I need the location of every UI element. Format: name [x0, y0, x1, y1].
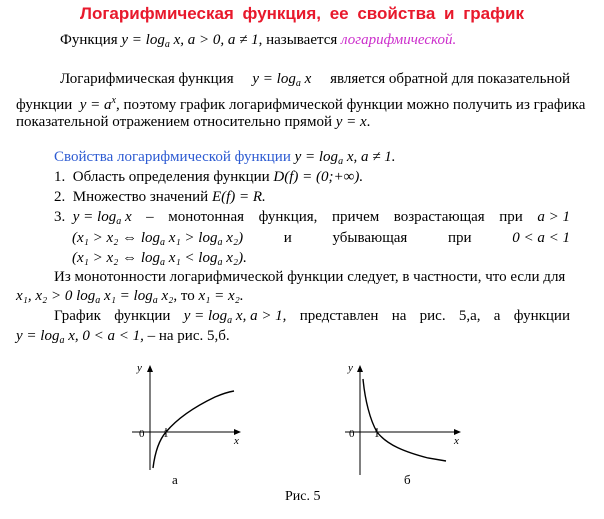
para2-line2: x₁, x₂ > 0 $\log_a x_1 = \log_a x_2$, то x₁ = x₂. — [16, 288, 244, 306]
right-one-label: 1 — [374, 428, 380, 440]
para1-line3: показательной отражением относительно прямой y = x. — [16, 114, 371, 130]
left-y-label: y — [137, 362, 142, 374]
para1-line1: Логарифмическая функция $y = \log_a x$ является обратной для показательной — [60, 71, 570, 89]
para2-line1: Из монотонности логарифмической функции следует, в частности, что если для — [54, 269, 566, 285]
left-x-label: x — [234, 435, 239, 447]
left-origin-label: 0 — [139, 428, 145, 440]
property-2: 2. Множество значений E(f) = R. — [54, 189, 266, 205]
definition-prefix: Функция — [60, 32, 118, 48]
definition-formula: $y = \log_a x$, a > 0, a ≠ 1 — [121, 32, 259, 50]
property-1: 1. Область определения функции D(f) = (0;+∞). — [54, 169, 364, 185]
figure-caption: Рис. 5 — [285, 489, 321, 504]
para3-line1: График функции $y = \log_a x$, a > 1, представлен на рис. 5,а, а функции — [54, 308, 570, 326]
property-3-line1: 3. $y = \log_a x$ – монотонная функция, причем возрастающая при a > 1 — [54, 209, 570, 227]
property-3-line2: (x₁ > x₂ ⇔ $\log_a x_1 > \log_a x_2$) и убывающая при 0 < a < 1 — [72, 230, 570, 248]
right-caption: б — [404, 472, 411, 487]
figure-graphs — [0, 350, 604, 519]
definition-line — [60, 31, 456, 54]
property-3-line3: (x₁ > x₂ ⇔ $\log_a x_1 < \log_a x_2$). — [72, 250, 247, 268]
page-title: Логарифмическая функция, ее свойства и график — [80, 4, 524, 23]
definition-middle: , называется — [258, 32, 342, 48]
right-y-label: y — [348, 362, 353, 374]
left-one-label: 1 — [163, 428, 169, 440]
log-curve-decreasing — [363, 379, 446, 461]
properties-heading: Свойства логарифмической функции $y = \log_a x$, a ≠ 1. — [54, 149, 396, 167]
graph-left — [132, 362, 240, 487]
right-origin-label: 0 — [349, 428, 355, 440]
right-x-label: x — [454, 435, 459, 447]
graph-right — [345, 362, 460, 487]
definition-term: логарифмической. — [341, 32, 457, 48]
left-caption: а — [172, 472, 178, 487]
para1-line2: функции $y = a^x$, поэтому график логарифмической функции можно получить из графика — [16, 95, 586, 113]
para3-line2: $y = \log_a x$, 0 < a < 1, – на рис. 5,б. — [16, 328, 230, 346]
